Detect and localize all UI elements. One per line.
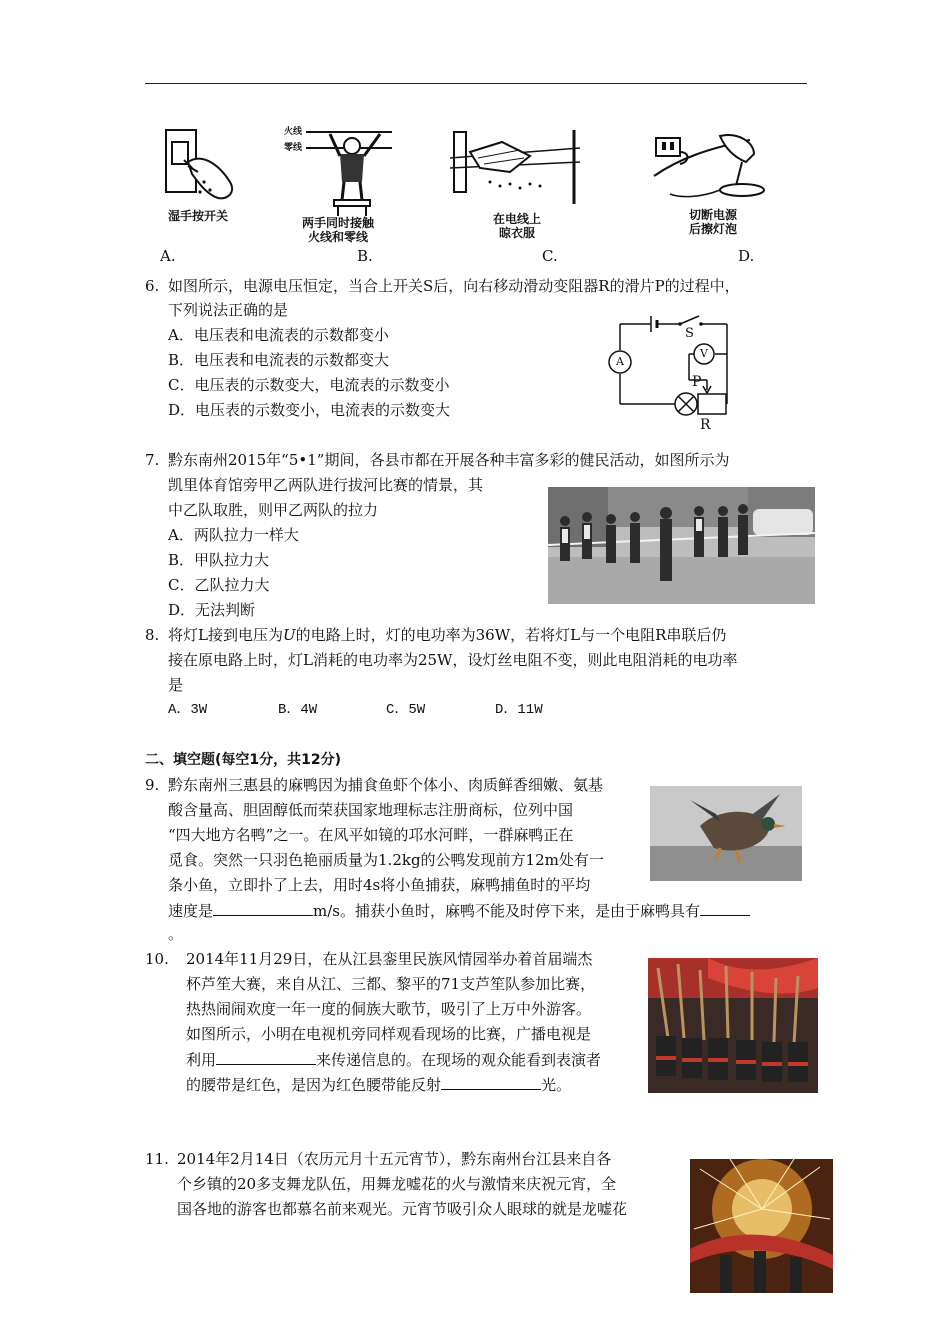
q9-line6 (168, 898, 750, 923)
q10-line2: 杯芦笙大赛，来自从江、三都、黎平的71支芦笙队参加比赛， (186, 975, 596, 993)
q7-option-a: A．两队拉力一样大 (168, 526, 299, 544)
q9-inertia-blank[interactable] (700, 898, 750, 916)
q11-line2: 个乡镇的20多支舞龙队伍，用舞龙嘘花的火与激情来庆祝元宵，全 (177, 1175, 617, 1193)
q8-option-a: A．3W (168, 702, 208, 718)
q10-wave-blank[interactable] (216, 1047, 316, 1065)
circuit-label-s: S (685, 326, 694, 341)
lusheng-photo (648, 958, 818, 1093)
circuit-label-p: P (692, 374, 702, 390)
circuit-label-v: V (700, 347, 708, 360)
option-letter-a: A. (160, 247, 176, 265)
q7-line1: 黔东南州2015年“5•1”期间，各县市都在开展各种丰富多彩的健民活动，如图所示为 (168, 451, 730, 469)
q10-line3: 热热闹闹欢度一年一度的侗族大歌节，吸引了上万中外游客。 (186, 1000, 592, 1018)
q9-line6-start: 速度是 (168, 902, 214, 920)
q6-line2: 下列说法正确的是 (168, 301, 289, 319)
q10-line6 (186, 1072, 571, 1097)
q7-option-d: D．无法判断 (168, 601, 256, 619)
section2-title: 二、填空题(每空1分，共12分) (145, 752, 342, 768)
wet-hand-switch-illustration (158, 122, 248, 212)
q6-option-c: C．电压表的示数变大，电流表的示数变小 (168, 376, 450, 394)
q6-option-b: B．电压表和电流表的示数都变大 (168, 351, 390, 369)
header-rule (145, 83, 807, 84)
caption-b-line2: 火线和零线 (308, 230, 369, 244)
q10-line6-start: 的腰带是红色，是因为红色腰带能反射 (186, 1076, 442, 1094)
q9-number: 9. (145, 776, 160, 794)
q8-line2: 接在原电路上时，灯L消耗的电功率为25W，设灯丝电阻不变，则此电阻消耗的电功率 (168, 651, 738, 669)
q8-option-c: C．5W (386, 702, 426, 718)
q9-line7: 。 (168, 925, 184, 943)
q10-number: 10. (145, 950, 169, 968)
q9-line3: “四大地方名鸭”之一。在风平如镜的邛水河畔，一群麻鸭正在 (168, 826, 574, 844)
caption-c-line1: 在电线上 (493, 212, 542, 226)
lamp-cleaning-illustration (650, 128, 780, 208)
q10-line6-end: 光。 (541, 1076, 572, 1094)
q9-line5: 条小鱼，立即扑了上去，用时4s将小鱼捕获，麻鸭捕鱼时的平均 (168, 876, 591, 894)
q6-line1: 如图所示，电源电压恒定，当合上开关S后，向右移动滑动变阻器R的滑片P的过程中， (168, 277, 740, 295)
option-letter-b: B. (357, 247, 373, 265)
q7-line2: 凯里体育馆旁甲乙两队进行拔河比赛的情景，其 (168, 476, 484, 494)
q8-number: 8. (145, 626, 160, 644)
q11-number: 11. (145, 1150, 169, 1168)
wire-label-neutral: 零线 (284, 143, 303, 153)
q8-option-d: D．11W (495, 702, 543, 718)
q9-speed-blank[interactable] (213, 898, 313, 916)
circuit-label-r: R (700, 417, 711, 433)
caption-d-line1: 切断电源 (689, 208, 738, 222)
q8-voltage-symbol: U (282, 626, 296, 644)
q8-line1-end: 的电路上时，灯的电功率为36W，若将灯L与一个电阻R串联后仍 (295, 626, 727, 644)
q8-option-b: B．4W (278, 702, 318, 718)
circuit-diagram (603, 310, 743, 435)
q11-line3: 国各地的游客也都慕名前来观光。元宵节吸引众人眼球的就是龙嘘花 (177, 1200, 628, 1218)
caption-d-line2: 后擦灯泡 (689, 222, 738, 236)
q8-line1 (168, 623, 726, 647)
q6-number: 6. (145, 277, 160, 295)
q7-line3: 中乙队取胜，则甲乙两队的拉力 (168, 501, 379, 519)
q7-number: 7. (145, 451, 160, 469)
caption-c-line2: 晾衣服 (499, 226, 536, 240)
q9-line6-end: m/s。捕获小鱼时，麻鸭不能及时停下来，是由于麻鸭具有 (313, 902, 700, 920)
q8-line3: 是 (168, 676, 184, 694)
caption-b-line1: 两手同时接触 (302, 216, 375, 230)
q6-option-d: D．电压表的示数变小，电流表的示数变大 (168, 401, 451, 419)
q10-line4: 如图所示，小明在电视机旁同样观看现场的比赛，广播电视是 (186, 1025, 592, 1043)
q10-line5-start: 利用 (186, 1051, 217, 1069)
q8-line1-start: 将灯L接到电压为 (168, 626, 283, 644)
q9-line1: 黔东南州三惠县的麻鸭因为捕食鱼虾个体小、肉质鲜香细嫩、氨基 (168, 776, 604, 794)
q11-line1: 2014年2月14日（农历元月十五元宵节），黔东南州台江县来自各 (177, 1150, 612, 1168)
wire-label-live: 火线 (284, 127, 303, 137)
clothes-on-wire-illustration (450, 128, 585, 208)
q6-option-a: A．电压表和电流表的示数都变小 (168, 326, 389, 344)
option-letter-d: D. (738, 247, 755, 265)
q7-option-c: C．乙队拉力大 (168, 576, 270, 594)
q10-line5 (186, 1047, 601, 1072)
caption-a: 湿手按开关 (168, 209, 229, 223)
q9-line4: 觅食。突然一只羽色艳丽质量为1.2kg的公鸭发现前方12m处有一 (168, 851, 604, 869)
option-letter-c: C. (542, 247, 558, 265)
q7-option-b: B．甲队拉力大 (168, 551, 270, 569)
q9-line2: 酸含量高、胆固醇低而荣获国家地理标志注册商标，位列中国 (168, 801, 574, 819)
q10-line1: 2014年11月29日，在从江县銮里民族风情园举办着首届端杰 (186, 950, 593, 968)
q10-line5-end: 来传递信息的。在现场的观众能看到表演者 (316, 1051, 602, 1069)
duck-photo (650, 786, 802, 881)
dragon-fireworks-photo (690, 1159, 833, 1293)
tug-of-war-photo (548, 487, 815, 604)
circuit-label-a: A (616, 355, 624, 368)
q10-light-blank[interactable] (441, 1072, 541, 1090)
